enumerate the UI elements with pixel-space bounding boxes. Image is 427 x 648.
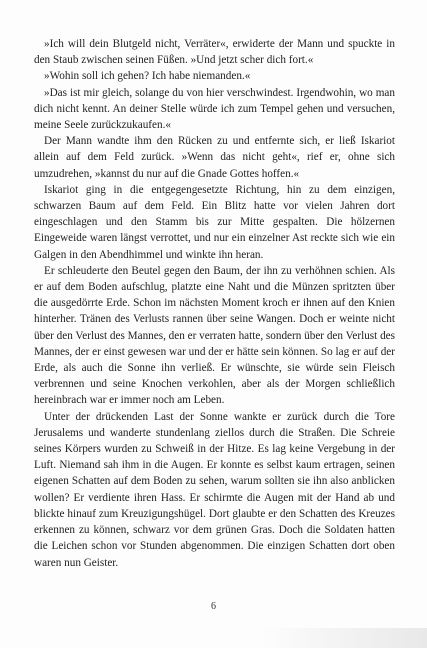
paragraph-3: »Das ist mir gleich, solange du von hier verschwindest. Irgendwohin, wo man dich nicht kennt. An deiner Stelle würde ich zum Tempel gehen und versuchen, meine Seele zurückzukaufen.« (34, 86, 395, 132)
paragraph-2: »Wohin soll ich gehen? Ich habe niemanden.« (44, 70, 251, 83)
body-text (34, 36, 395, 571)
paragraph-5: Iskariot ging in die entgegengesetzte Richtung, hin zu dem einzigen, schwarzen Baum auf dem Feld. Ein Blitz hatte vor vielen Jahren dort eingeschlagen und den Stamm bis zur Mitte gespalten. Die hölzernen Eingeweide waren längst verrottet, und nur ein einzelner Ast reckte sich wie ein Galgen in den Abendhimmel und winkte ihn heran. (34, 183, 395, 261)
paragraph-1: »Ich will dein Blutgeld nicht, Verräter«, erwiderte der Mann und spuckte in den Staub zwischen seinen Füßen. »Und jetzt scher dich fort.« (34, 38, 395, 67)
paragraph-4: Der Mann wandte ihm den Rücken zu und entfernte sich, er ließ Iskariot allein auf dem Feld zurück. »Wenn das nicht geht«, rief er, ohne sich umzudrehen, »kannst du nur auf die Gnade Gottes hoffen.« (34, 135, 395, 180)
paragraph-7: Unter der drückenden Last der Sonne wankte er zurück durch die Tore Jerusalems und wanderte stundenlang ziellos durch die Straßen. Die Schreie seines Körpers wurden zu Schweiß in der Hitze. Es lag keine Vergebung in der Luft. Niemand sah ihm in die Augen. Er konnte es selbst kaum ertragen, seinen eigenen Schatten auf dem Boden zu sehen, warum sollten sie ihn also anblicken wollen? Er verdiente ihren Hass. Er schirmte die Augen mit der Hand ab und blickte hinauf zum Kreuzigungshügel. Dort glaubte er den Schatten des Kreuzes erkennen zu können, schwarz vor dem grünen Gras. Doch die Soldaten hatten die Leichen schon vor Stunden abgenommen. Die einzigen Schatten dort oben waren nun Geister. (34, 410, 395, 569)
page-edge-shadow (260, 628, 427, 648)
page-number: 6 (211, 601, 216, 612)
paragraph-6: Er schleuderte den Beutel gegen den Baum, der ihn zu verhöhnen schien. Als er auf dem Boden aufschlug, platzte eine Naht und die Münzen spritzten über die ausgedörrte Erde. Schon im nächsten Moment kroch er ihnen auf den Knien hinterher. Tränen des Verlusts rannen über seine Wangen. Doch er weinte nicht über den Verlust des Mannes, den er verraten hatte, sondern über den Verlust des Mannes, der er einst gewesen war und der er hätte sein können. So lag er auf der Erde, als auch die Sonne ihn verließ. Er wünschte, sie würde sein Fleisch verbrennen und seine Knochen verkohlen, aber als der Morgen schließlich hereinbrach war er immer noch am Leben. (34, 264, 395, 407)
